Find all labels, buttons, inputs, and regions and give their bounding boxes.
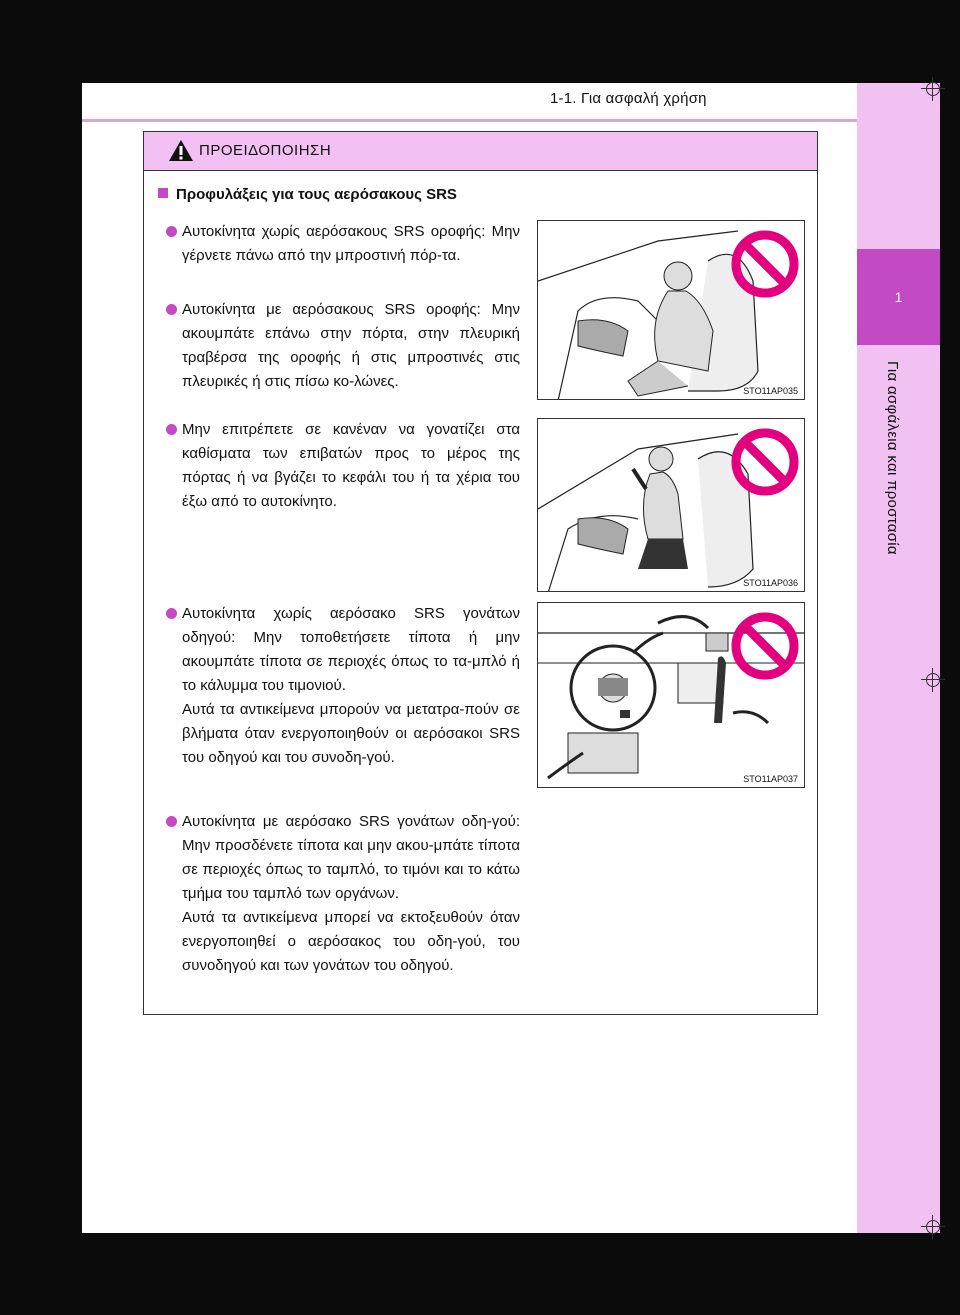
header-rule [82, 119, 857, 122]
warning-triangle-icon [168, 139, 194, 162]
prohibited-icon [730, 229, 800, 299]
bullet-item [166, 602, 520, 770]
section-title-text: Προφυλάξεις για τους αερόσακους SRS [176, 186, 457, 203]
section-header: 1-1. Για ασφαλή χρήση [550, 90, 707, 107]
bullet-text: Αυτοκίνητα χωρίς αερόσακους SRS οροφής: Μην γέρνετε πάνω από την μπροστινή πόρ-τα. [182, 223, 520, 264]
bullet-item [166, 298, 520, 394]
manual-page [82, 83, 940, 1233]
bullet-item [166, 220, 520, 268]
section-title [158, 186, 457, 203]
chapter-tab [857, 83, 940, 1233]
chapter-number: 1 [857, 249, 940, 345]
bullet-dot-icon [166, 608, 177, 619]
bullet-dot-icon [166, 424, 177, 435]
bullet-item [166, 810, 520, 978]
warning-title: ΠΡΟΕΙΔΟΠΟΙΗΣΗ [199, 142, 332, 159]
bullet-item [166, 418, 520, 514]
bullet-dot-icon [166, 816, 177, 827]
bullet-text: Αυτοκίνητα χωρίς αερόσακο SRS γονάτων οδηγού: Μην τοποθετήσετε τίποτα ή μην ακουμπάτε τίποτα σε περιοχές όπως το τα-μπλό ή το κάλυμμα του τιμονιού. Αυτά τα αντικείμενα μπορούν να μετατρα-πούν σε βλήματα όταν ενεργοποιηθούν οι αερόσακοι SRS του οδηγού και του συνοδη-γού. [182, 605, 520, 766]
bullet-text: Αυτοκίνητα με αερόσακο SRS γονάτων οδη-γού: Μην προσδένετε τίποτα και μην ακου-μπάτε τίποτα σε περιοχές όπως το ταμπλό, το τιμόνι και το κάτω τμήμα του ταμπλό των οργάνων. Αυτά τα αντικείμενα μπορεί να εκτοξευθούν όταν ενεργοποιηθεί ο αερόσακος του οδη-γού, του συνοδηγού και των γονάτων του οδηγού. [182, 813, 520, 974]
warning-box [143, 131, 818, 1015]
square-bullet-icon [158, 188, 168, 198]
bullet-text: Αυτοκίνητα με αερόσακους SRS οροφής: Μην ακουμπάτε επάνω στην πόρτα, στην πλευρική τραβέρσα της οροφής ή στις μπροστινές στις πλευρικές ή στις πίσω κο-λώνες. [182, 301, 520, 390]
illustration-code: STO11AP035 [743, 386, 798, 396]
bullet-dot-icon [166, 304, 177, 315]
warning-header [144, 132, 817, 171]
prohibited-icon [730, 611, 800, 681]
illustration-dashboard [537, 602, 805, 788]
bullet-dot-icon [166, 226, 177, 237]
illustration-code: STO11AP037 [743, 774, 798, 784]
illustration-code: STO11AP036 [743, 578, 798, 588]
registration-mark-icon [926, 82, 940, 96]
chapter-title: Για ασφάλεια και προστασία [884, 361, 901, 555]
registration-mark-icon [926, 673, 940, 687]
bullet-text: Μην επιτρέπετε σε κανέναν να γονατίζει στα καθίσματα των επιβατών προς το μέρος της πόρτας ή να βγάζει το κεφάλι του ή τα χέρια του έξω από το αυτοκίνητο. [182, 421, 520, 510]
illustration-kneeling [537, 418, 805, 592]
registration-mark-icon [926, 1220, 940, 1234]
illustration-leaning [537, 220, 805, 400]
prohibited-icon [730, 427, 800, 497]
